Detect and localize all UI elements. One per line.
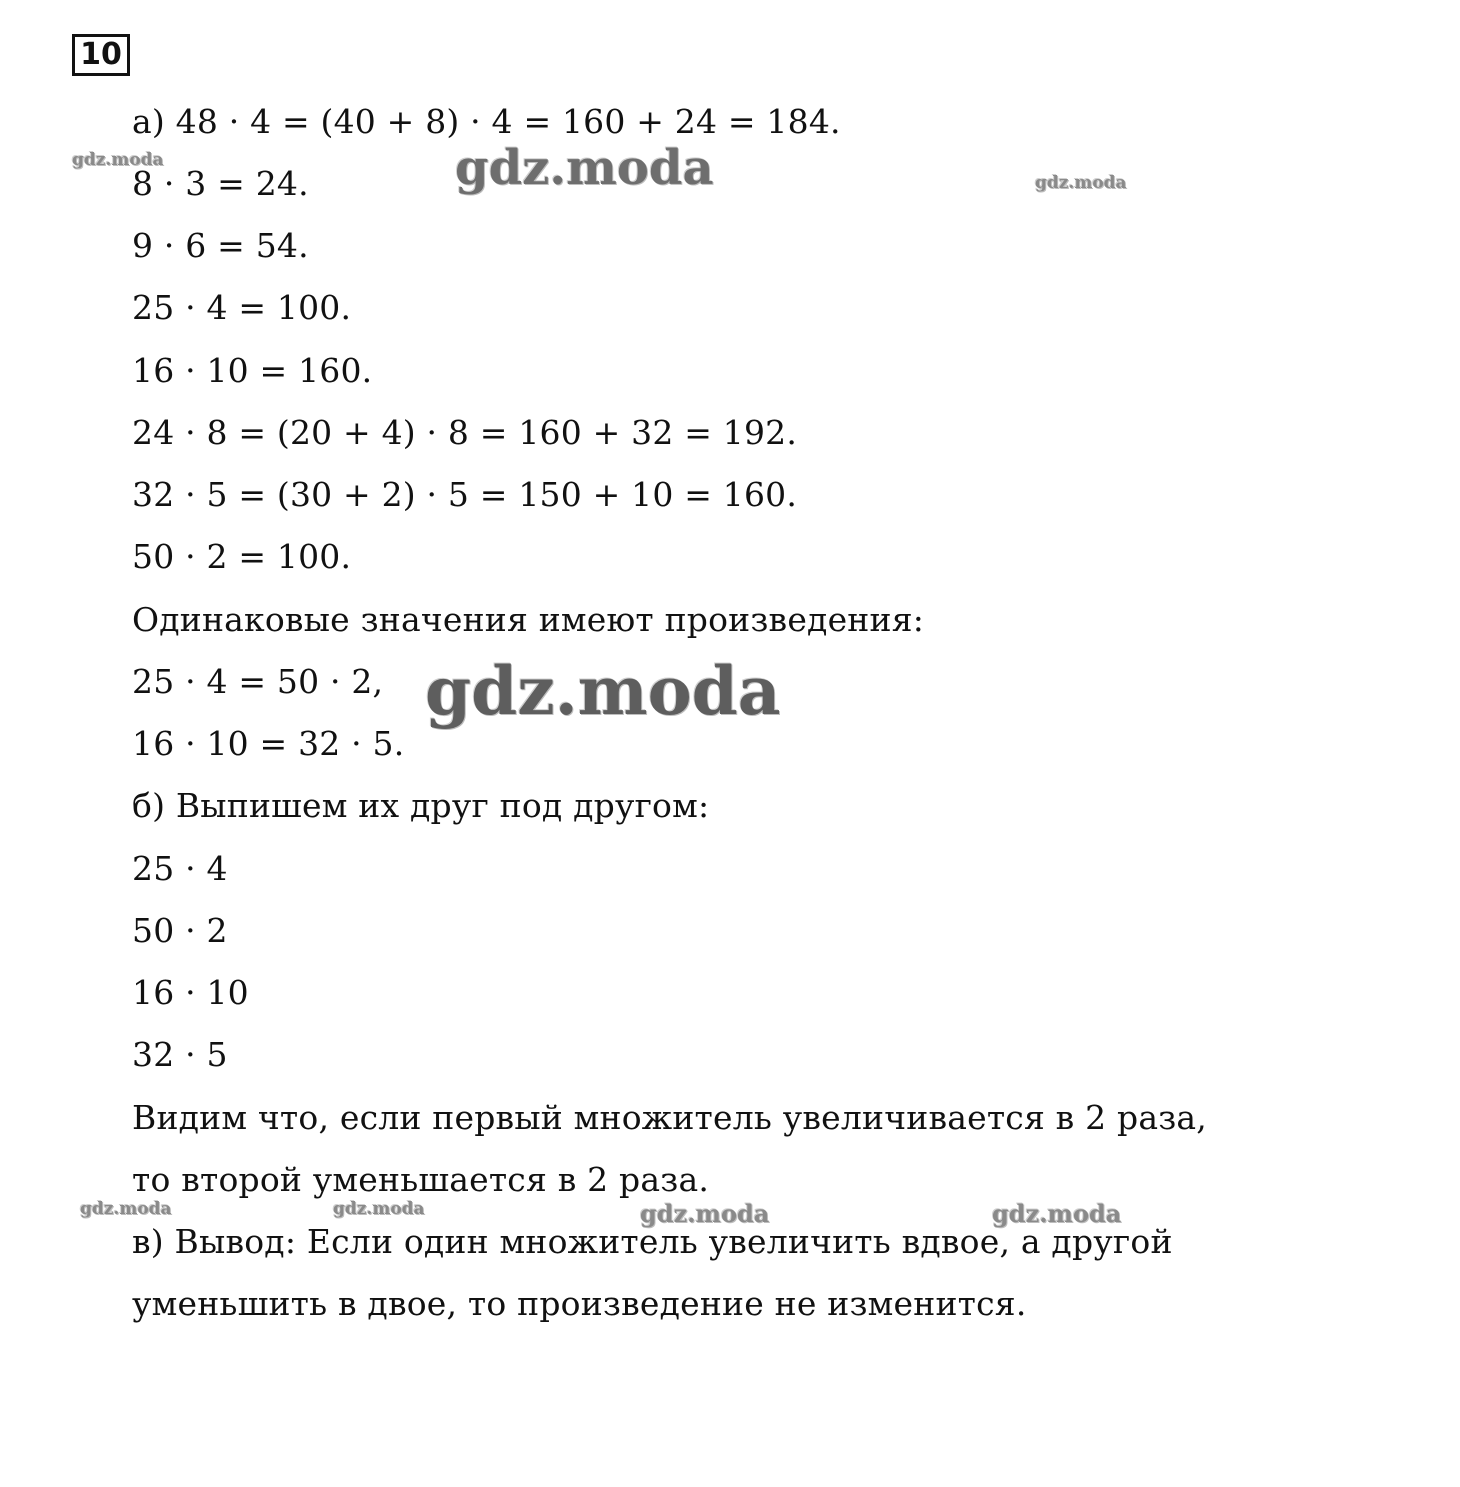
line-list-50x2: 50 · 2: [132, 911, 228, 950]
watermark: gdz.moda: [72, 150, 164, 170]
line-list-16x10: 16 · 10: [132, 973, 249, 1012]
line-observation-2: то второй уменьшается в 2 раза.: [132, 1160, 710, 1199]
line-conclusion-1: в) Вывод: Если один множитель увеличить вдвое, а другой: [132, 1222, 1173, 1261]
watermark: gdz.moda: [425, 652, 781, 730]
line-25x4: 25 · 4 = 100.: [132, 288, 352, 327]
task-number-box: 10: [72, 34, 130, 76]
line-conclusion-2: уменьшить в двое, то произведение не изменится.: [132, 1284, 1027, 1323]
line-equality-1: 25 · 4 = 50 · 2,: [132, 662, 384, 701]
watermark: gdz.moda: [992, 1199, 1122, 1228]
watermark: gdz.moda: [455, 140, 714, 196]
line-observation-1: Видим что, если первый множитель увеличивается в 2 раза,: [132, 1098, 1207, 1137]
line-9x6: 9 · 6 = 54.: [132, 226, 309, 265]
line-a-48x4: а) 48 · 4 = (40 + 8) · 4 = 160 + 24 = 184.: [132, 102, 841, 141]
line-24x8: 24 · 8 = (20 + 4) · 8 = 160 + 32 = 192.: [132, 413, 798, 452]
watermark: gdz.moda: [80, 1199, 172, 1219]
line-b-heading: б) Выпишем их друг под другом:: [132, 786, 710, 825]
watermark: gdz.moda: [640, 1199, 770, 1228]
line-list-25x4: 25 · 4: [132, 849, 228, 888]
line-list-32x5: 32 · 5: [132, 1035, 228, 1074]
line-50x2: 50 · 2 = 100.: [132, 537, 352, 576]
watermark: gdz.moda: [1035, 173, 1127, 193]
watermark: gdz.moda: [333, 1199, 425, 1219]
line-32x5: 32 · 5 = (30 + 2) · 5 = 150 + 10 = 160.: [132, 475, 798, 514]
line-equality-2: 16 · 10 = 32 · 5.: [132, 724, 405, 763]
line-8x3: 8 · 3 = 24.: [132, 164, 309, 203]
line-equal-products-heading: Одинаковые значения имеют произведения:: [132, 600, 925, 639]
line-16x10: 16 · 10 = 160.: [132, 351, 373, 390]
